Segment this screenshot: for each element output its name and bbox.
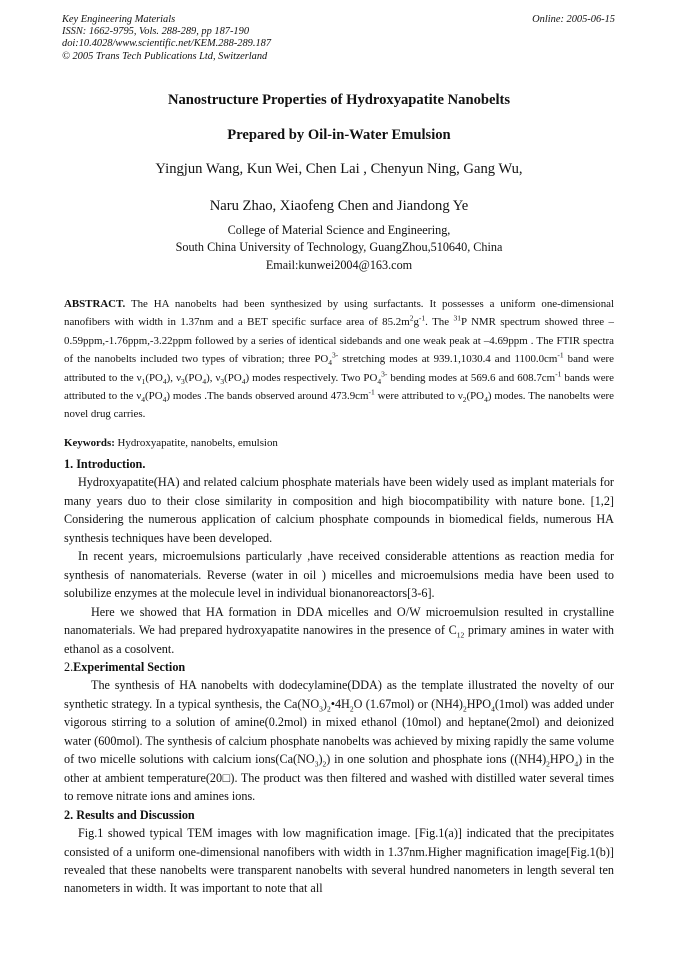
sub: 4 bbox=[574, 759, 579, 769]
abstract-text: (PO bbox=[224, 371, 242, 384]
text: The synthesis of HA nanobelts with dodecylamine(DDA) as the template illustrated the novelty of our synthetic strategy. In a typical synthesis, the Ca(NO bbox=[64, 678, 614, 711]
abstract-text: bands were attributed to the ν bbox=[64, 371, 615, 403]
sub: 4 bbox=[484, 395, 488, 405]
abstract-text: ) modes. The nanobelts were novel drug carries. bbox=[64, 390, 614, 421]
abstract-text: (PO bbox=[184, 371, 203, 384]
sub: 4 bbox=[141, 395, 146, 405]
text: (1mol) was added under vigorous stirring to a solution of amine(0.2mol) in mixed ethanol (10mol) and heptane(2mol) and deionized water (600mol). The synthesis of calcium phosphate nanobelts was achieved by mixing rapidly the same volume of two micelle solutions with calcium ions(Ca(NO bbox=[64, 696, 614, 767]
copyright-line: © 2005 Trans Tech Publications Ltd, Switzerland bbox=[62, 50, 268, 62]
text: ) in the other at ambient temperature(20□). The product was then filtered and washed with distilled water several times to remove nitrate ions and amines ions. bbox=[64, 752, 615, 804]
authors-line-2: Naru Zhao, Xiaofeng Chen and Jiandong Ye bbox=[209, 198, 469, 214]
abstract bbox=[64, 295, 614, 424]
sub: 3 bbox=[220, 376, 225, 386]
sub: 2 bbox=[546, 759, 550, 769]
body-text bbox=[64, 455, 614, 898]
sub: 3 bbox=[319, 704, 323, 714]
sub: 4 bbox=[202, 376, 207, 386]
affiliation-line-1: College of Material Science and Engineering, bbox=[227, 223, 451, 237]
affiliation bbox=[0, 222, 678, 274]
keywords bbox=[64, 437, 278, 449]
abstract-text: stretching modes at 939.1,1030.4 and 1100.0cm bbox=[338, 353, 558, 366]
abstract-text: P NMR spectrum showed three –0.59ppm,-1.76ppm,-3.22ppm followed by a series of identical sidebands and one weak peak at –4.69ppm . The FTIR spectra of the nanobelts included two types of vibration; three PO bbox=[64, 316, 615, 366]
sub: 2 bbox=[349, 704, 354, 714]
abstract-text: ), ν bbox=[206, 371, 221, 384]
sup: 3- bbox=[381, 369, 388, 378]
sup: -1 bbox=[418, 313, 426, 323]
sub: 4 bbox=[491, 704, 495, 714]
sub: 3 bbox=[314, 759, 319, 769]
paragraph bbox=[64, 603, 614, 658]
sup: 2 bbox=[409, 313, 414, 323]
abstract-text: g bbox=[413, 316, 419, 329]
abstract-text: were attributed to ν bbox=[374, 390, 463, 403]
sub: 4 bbox=[241, 376, 246, 386]
doi-line: doi:10.4028/www.scientific.net/KEM.288-289.187 bbox=[62, 38, 272, 50]
abstract-text: ) modes .The bands observed around 473.9cm bbox=[166, 390, 369, 403]
authors-line-1: Yingjun Wang, Kun Wei, Chen Lai , Chenyun Ning, Gang Wu, bbox=[155, 161, 523, 177]
text: Here we showed that HA formation in DDA micelles and O/W microemulsion resulted in crystalline nanomaterials. We had prepared hydroxyapatite nanowires in the presence of C bbox=[64, 604, 614, 638]
issn-line: ISSN: 1662-9795, Vols. 288-289, pp 187-190 bbox=[62, 26, 250, 38]
abstract-text: . The bbox=[425, 316, 454, 329]
sup: -1 bbox=[557, 350, 564, 360]
sup: -1 bbox=[555, 369, 562, 378]
sub: 2 bbox=[462, 395, 467, 405]
text: ) in one solution and phosphate ions ((NH4) bbox=[326, 752, 547, 767]
keywords-text: Hydroxyapatite, nanobelts, emulsion bbox=[114, 437, 278, 449]
abstract-text: ), ν bbox=[166, 371, 182, 384]
abstract-text: The HA nanobelts had been synthesized by using surfactants. It possesses a uniform one-dimensional nanofibers with width in 1.37nm and a BET specific surface area of 85.2m bbox=[64, 298, 614, 329]
sub: 4 bbox=[377, 376, 382, 386]
section-title: Experimental Section bbox=[73, 659, 186, 674]
paper-title-line-1: Nanostructure Properties of Hydroxyapatite Nanobelts bbox=[167, 92, 511, 108]
paragraph: In recent years, microemulsions particularly ,have received considerable attentions as reaction media for synthesis of nanomaterials. Reverse (water in oil ) micelles and microemulsions media have been used to solubilize enzymes at the molecule level in individual bionanoreactors[3-6]. bbox=[64, 549, 614, 601]
abstract-text: (PO bbox=[145, 371, 163, 384]
sub: 12 bbox=[456, 630, 465, 640]
sub: 1 bbox=[141, 376, 146, 386]
author-email: Email:kunwei2004@163.com bbox=[265, 257, 413, 272]
paragraph bbox=[64, 676, 614, 805]
sup: 3- bbox=[332, 350, 339, 360]
abstract-label: ABSTRACT. bbox=[64, 298, 126, 310]
text: HPO bbox=[549, 752, 575, 767]
abstract-text: band were attributed to the ν bbox=[64, 353, 614, 384]
sub: 2 bbox=[462, 704, 467, 714]
affiliation-line-2: South China University of Technology, GuangZhou,510640, China bbox=[175, 240, 503, 255]
abstract-text: (PO bbox=[466, 390, 485, 403]
sub: 2 bbox=[322, 759, 327, 769]
sub: 2 bbox=[326, 704, 331, 714]
paper-title-line-2: Prepared by Oil-in-Water Emulsion bbox=[227, 127, 451, 143]
text: ) bbox=[322, 696, 327, 711]
sub: 4 bbox=[162, 376, 167, 386]
sub: 4 bbox=[162, 395, 167, 405]
paragraph: Hydroxyapatite(HA) and related calcium phosphate materials have been widely used as implant materials for many years duo to their close similarity in composition and high biocompatibility with nature bone. [1,2] Considering the numerous application of calcium phosphate compounds in biomedical fields, numerous HA synthesis techniques have been developed. bbox=[64, 475, 614, 545]
text: ) bbox=[318, 752, 323, 767]
paragraph: Fig.1 showed typical TEM images with low magnification image. [Fig.1(a)] indicated that the precipitates consisted of a uniform one-dimensional nanofibers with width in 1.37nm.Higher magnification image[Fig.1(b)] revealed that these nanobelts were transparent nanobelts with several hundred nanometers in length several ten nanometers in width. It was important to note that all bbox=[64, 826, 614, 896]
section-number: 2. bbox=[64, 659, 74, 674]
text: O (1.67mol) or (NH4) bbox=[353, 696, 463, 711]
journal-name: Key Engineering Materials bbox=[62, 14, 176, 25]
abstract-text: ) modes respectively. Two PO bbox=[245, 371, 378, 384]
sub: 4 bbox=[328, 358, 332, 368]
journal-header bbox=[62, 14, 271, 63]
text: HPO bbox=[466, 696, 492, 711]
text: •4H bbox=[330, 696, 350, 711]
section-heading-introduction: 1. Introduction. bbox=[64, 457, 146, 471]
sup: 31 bbox=[453, 313, 461, 323]
section-heading-experimental bbox=[64, 658, 614, 676]
abstract-text: bending modes at 569.6 and 608.7cm bbox=[387, 371, 556, 384]
abstract-text: (PO bbox=[145, 390, 163, 403]
text: primary amines in water with ethanol as a cosolvent. bbox=[64, 623, 614, 656]
section-heading-results: 2. Results and Discussion bbox=[64, 807, 195, 822]
keywords-label: Keywords: bbox=[64, 437, 115, 449]
sub: 3 bbox=[181, 376, 185, 386]
online-date: Online: 2005-06-15 bbox=[532, 14, 615, 25]
sup: -1 bbox=[368, 387, 375, 397]
